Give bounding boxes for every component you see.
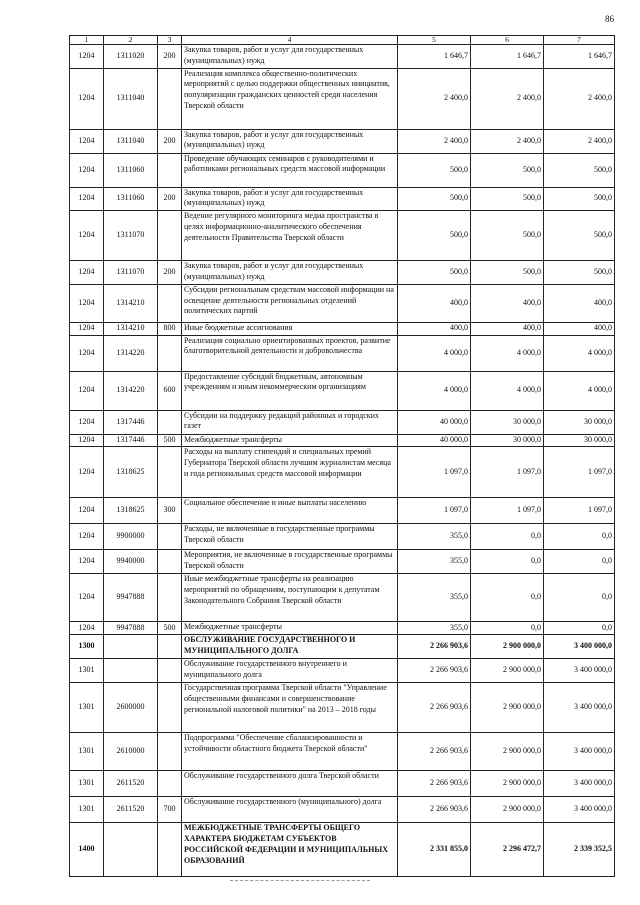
expense-type-cell: 600 (158, 371, 182, 410)
header-cell-2: 2 (104, 36, 158, 45)
item-name-cell: Ведение регулярного мониторинга медиа пространства в целях информационно-аналитического обеспечения деятельности Правительства Тверской области (182, 211, 398, 261)
target-code-cell: 1318625 (104, 498, 158, 524)
section-cell: 1301 (70, 797, 104, 823)
amount-year2-cell: 2 900 000,0 (471, 659, 544, 683)
amount-year3-cell: 500,0 (544, 261, 615, 285)
amount-year1-cell: 2 331 855,0 (398, 823, 471, 877)
amount-year1-cell: 500,0 (398, 187, 471, 211)
amount-year1-cell: 1 097,0 (398, 498, 471, 524)
target-code-cell: 1318625 (104, 447, 158, 498)
target-code-cell: 9940000 (104, 550, 158, 574)
item-name-cell: Мероприятия, не включенные в государственные программы Тверской области (182, 550, 398, 574)
expense-type-cell (158, 335, 182, 371)
item-name-cell: Проведение обучающих семинаров с руководителями и работниками региональных средств массовой информации (182, 153, 398, 187)
table-row (70, 371, 615, 410)
section-cell: 1204 (70, 153, 104, 187)
expense-type-cell (158, 153, 182, 187)
amount-year3-cell: 3 400 000,0 (544, 659, 615, 683)
section-cell: 1301 (70, 733, 104, 771)
amount-year1-cell: 4 000,0 (398, 371, 471, 410)
expense-type-cell (158, 771, 182, 797)
target-code-cell: 1311070 (104, 261, 158, 285)
section-cell: 1204 (70, 187, 104, 211)
target-code-cell: 1311020 (104, 45, 158, 69)
amount-year3-cell: 1 097,0 (544, 447, 615, 498)
target-code-cell: 9947888 (104, 574, 158, 622)
amount-year3-cell: 400,0 (544, 322, 615, 335)
amount-year3-cell: 0,0 (544, 574, 615, 622)
amount-year1-cell: 40 000,0 (398, 434, 471, 447)
table-row (70, 771, 615, 797)
header-cell-1: 1 (70, 36, 104, 45)
item-name-cell: Обслуживание государственного внутреннего и муниципального долга (182, 659, 398, 683)
expense-type-cell (158, 659, 182, 683)
item-name-cell: Иные бюджетные ассигнования (182, 322, 398, 335)
section-cell: 1204 (70, 498, 104, 524)
amount-year3-cell: 4 000,0 (544, 335, 615, 371)
amount-year1-cell: 355,0 (398, 550, 471, 574)
target-code-cell: 1311040 (104, 129, 158, 153)
amount-year1-cell: 400,0 (398, 284, 471, 322)
target-code-cell: 1314220 (104, 335, 158, 371)
item-name-cell: ОБСЛУЖИВАНИЕ ГОСУДАРСТВЕННОГО И МУНИЦИПАЛЬНОГО ДОЛГА (182, 635, 398, 659)
table-row (70, 284, 615, 322)
target-code-cell: 2611520 (104, 771, 158, 797)
amount-year2-cell: 30 000,0 (471, 434, 544, 447)
item-name-cell: Закупка товаров, работ и услуг для государственных (муниципальных) нужд (182, 187, 398, 211)
amount-year3-cell: 2 400,0 (544, 129, 615, 153)
section-cell: 1204 (70, 129, 104, 153)
amount-year2-cell: 400,0 (471, 322, 544, 335)
budget-table (69, 35, 615, 877)
item-name-cell: Межбюджетные трансферты (182, 434, 398, 447)
header-cell-3: 3 (158, 36, 182, 45)
expense-type-cell (158, 447, 182, 498)
amount-year1-cell: 1 646,7 (398, 45, 471, 69)
amount-year2-cell: 2 900 000,0 (471, 683, 544, 733)
table-row (70, 635, 615, 659)
item-name-cell: Межбюджетные трансферты (182, 622, 398, 635)
table-row (70, 498, 615, 524)
expense-type-cell: 500 (158, 434, 182, 447)
target-code-cell (104, 635, 158, 659)
amount-year1-cell: 2 266 903,6 (398, 635, 471, 659)
section-cell: 1204 (70, 410, 104, 434)
section-cell: 1204 (70, 622, 104, 635)
expense-type-cell (158, 823, 182, 877)
amount-year2-cell: 2 900 000,0 (471, 733, 544, 771)
table-row (70, 68, 615, 129)
amount-year3-cell: 400,0 (544, 284, 615, 322)
expense-type-cell (158, 683, 182, 733)
table-row (70, 434, 615, 447)
amount-year3-cell: 500,0 (544, 211, 615, 261)
section-cell: 1204 (70, 45, 104, 69)
table-row (70, 261, 615, 285)
section-cell: 1400 (70, 823, 104, 877)
section-cell: 1204 (70, 211, 104, 261)
target-code-cell: 2610000 (104, 733, 158, 771)
expense-type-cell: 200 (158, 45, 182, 69)
item-name-cell: Обслуживание государственного (муниципального) долга (182, 797, 398, 823)
amount-year1-cell: 2 266 903,6 (398, 733, 471, 771)
table-row (70, 129, 615, 153)
amount-year1-cell: 4 000,0 (398, 335, 471, 371)
amount-year2-cell: 1 097,0 (471, 447, 544, 498)
table-row (70, 410, 615, 434)
amount-year1-cell: 2 266 903,6 (398, 797, 471, 823)
item-name-cell: Обслуживание государственного долга Тверской области (182, 771, 398, 797)
item-name-cell: Иные межбюджетные трансферты на реализацию мероприятий по обращениям, поступающим к депутатам Законодательного Собрания Тверской области (182, 574, 398, 622)
target-code-cell: 1314220 (104, 371, 158, 410)
amount-year2-cell: 0,0 (471, 574, 544, 622)
amount-year2-cell: 400,0 (471, 284, 544, 322)
item-name-cell: Социальное обеспечение и иные выплаты населению (182, 498, 398, 524)
section-cell: 1301 (70, 771, 104, 797)
item-name-cell: Субсидии региональным средствам массовой информации на освещение деятельности региональных отделений политических партий (182, 284, 398, 322)
table-row (70, 211, 615, 261)
item-name-cell: Реализация комплекса общественно-политических мероприятий с целью поддержки общественных инициатив, популяризации гражданских ценностей среди населения Тверской области (182, 68, 398, 129)
table-row (70, 797, 615, 823)
header-cell-5: 5 (398, 36, 471, 45)
target-code-cell: 1311060 (104, 187, 158, 211)
amount-year1-cell: 2 266 903,6 (398, 771, 471, 797)
amount-year1-cell: 40 000,0 (398, 410, 471, 434)
target-code-cell (104, 659, 158, 683)
amount-year3-cell: 2 339 352,5 (544, 823, 615, 877)
section-cell: 1204 (70, 447, 104, 498)
amount-year3-cell: 0,0 (544, 622, 615, 635)
expense-type-cell: 700 (158, 797, 182, 823)
amount-year3-cell: 1 646,7 (544, 45, 615, 69)
target-code-cell (104, 823, 158, 877)
section-cell: 1204 (70, 335, 104, 371)
amount-year3-cell: 3 400 000,0 (544, 797, 615, 823)
amount-year1-cell: 500,0 (398, 153, 471, 187)
item-name-cell: Расходы на выплату стипендий и специальных премий Губернатора Тверской области лучшим журналистам месяца и года региональных средств массовой информации (182, 447, 398, 498)
section-cell: 1204 (70, 68, 104, 129)
section-cell: 1204 (70, 284, 104, 322)
expense-type-cell: 200 (158, 129, 182, 153)
expense-type-cell (158, 68, 182, 129)
table-row (70, 550, 615, 574)
table-row (70, 574, 615, 622)
amount-year1-cell: 1 097,0 (398, 447, 471, 498)
amount-year2-cell: 30 000,0 (471, 410, 544, 434)
amount-year2-cell: 500,0 (471, 187, 544, 211)
amount-year3-cell: 500,0 (544, 187, 615, 211)
item-name-cell: Закупка товаров, работ и услуг для государственных (муниципальных) нужд (182, 261, 398, 285)
amount-year3-cell: 0,0 (544, 550, 615, 574)
target-code-cell: 1311040 (104, 68, 158, 129)
section-cell: 1204 (70, 574, 104, 622)
table-row (70, 659, 615, 683)
amount-year2-cell: 0,0 (471, 550, 544, 574)
table-row (70, 733, 615, 771)
expense-type-cell (158, 733, 182, 771)
target-code-cell: 1317446 (104, 434, 158, 447)
amount-year3-cell: 4 000,0 (544, 371, 615, 410)
amount-year3-cell: 3 400 000,0 (544, 635, 615, 659)
amount-year2-cell: 0,0 (471, 622, 544, 635)
amount-year3-cell: 1 097,0 (544, 498, 615, 524)
target-code-cell: 1314210 (104, 322, 158, 335)
table-row (70, 683, 615, 733)
amount-year1-cell: 355,0 (398, 524, 471, 550)
amount-year1-cell: 355,0 (398, 622, 471, 635)
amount-year2-cell: 4 000,0 (471, 335, 544, 371)
section-cell: 1204 (70, 550, 104, 574)
amount-year1-cell: 500,0 (398, 211, 471, 261)
header-cell-7: 7 (544, 36, 615, 45)
table-row (70, 622, 615, 635)
amount-year2-cell: 2 400,0 (471, 129, 544, 153)
item-name-cell: Реализация социально ориентированных проектов, развитие благотворительной деятельности и добровольчества (182, 335, 398, 371)
amount-year2-cell: 0,0 (471, 524, 544, 550)
expense-type-cell (158, 550, 182, 574)
expense-type-cell (158, 284, 182, 322)
amount-year1-cell: 2 400,0 (398, 129, 471, 153)
amount-year2-cell: 2 296 472,7 (471, 823, 544, 877)
amount-year2-cell: 2 400,0 (471, 68, 544, 129)
table-row (70, 45, 615, 69)
section-cell: 1204 (70, 371, 104, 410)
target-code-cell: 1311060 (104, 153, 158, 187)
table-row (70, 823, 615, 877)
page-number: 86 (605, 14, 614, 24)
section-cell: 1204 (70, 524, 104, 550)
section-cell: 1204 (70, 261, 104, 285)
amount-year3-cell: 2 400,0 (544, 68, 615, 129)
table-row (70, 335, 615, 371)
header-cell-6: 6 (471, 36, 544, 45)
amount-year2-cell: 500,0 (471, 153, 544, 187)
amount-year3-cell: 0,0 (544, 524, 615, 550)
section-cell: 1300 (70, 635, 104, 659)
expense-type-cell (158, 524, 182, 550)
section-cell: 1204 (70, 322, 104, 335)
expense-type-cell: 200 (158, 261, 182, 285)
item-name-cell: Закупка товаров, работ и услуг для государственных (муниципальных) нужд (182, 129, 398, 153)
amount-year1-cell: 2 266 903,6 (398, 659, 471, 683)
item-name-cell: Закупка товаров, работ и услуг для государственных (муниципальных) нужд (182, 45, 398, 69)
header-row (70, 36, 615, 45)
expense-type-cell (158, 211, 182, 261)
item-name-cell: Государственная программа Тверской области "Управление общественными финансами и совершенствование региональной налоговой политики" на 2013 – 2018 годы (182, 683, 398, 733)
target-code-cell: 1311070 (104, 211, 158, 261)
item-name-cell: Субсидии на поддержку редакций районных и городских газет (182, 410, 398, 434)
expense-type-cell (158, 410, 182, 434)
table-row (70, 153, 615, 187)
target-code-cell: 2600000 (104, 683, 158, 733)
amount-year3-cell: 500,0 (544, 153, 615, 187)
amount-year1-cell: 355,0 (398, 574, 471, 622)
item-name-cell: Расходы, не включенные в государственные программы Тверской области (182, 524, 398, 550)
amount-year3-cell: 30 000,0 (544, 410, 615, 434)
amount-year2-cell: 2 900 000,0 (471, 635, 544, 659)
section-cell: 1301 (70, 683, 104, 733)
amount-year1-cell: 2 266 903,6 (398, 683, 471, 733)
expense-type-cell: 800 (158, 322, 182, 335)
target-code-cell: 1317446 (104, 410, 158, 434)
amount-year1-cell: 500,0 (398, 261, 471, 285)
expense-type-cell (158, 635, 182, 659)
amount-year2-cell: 1 646,7 (471, 45, 544, 69)
target-code-cell: 1314210 (104, 284, 158, 322)
expense-type-cell: 200 (158, 187, 182, 211)
amount-year3-cell: 30 000,0 (544, 434, 615, 447)
page-footer-mark (230, 880, 370, 883)
table-row (70, 187, 615, 211)
amount-year2-cell: 500,0 (471, 261, 544, 285)
amount-year3-cell: 3 400 000,0 (544, 771, 615, 797)
header-cell-4: 4 (182, 36, 398, 45)
item-name-cell: Подпрограмма "Обеспечение сбалансированности и устойчивости областного бюджета Тверской области" (182, 733, 398, 771)
section-cell: 1301 (70, 659, 104, 683)
amount-year2-cell: 1 097,0 (471, 498, 544, 524)
expense-type-cell: 300 (158, 498, 182, 524)
amount-year2-cell: 500,0 (471, 211, 544, 261)
amount-year1-cell: 400,0 (398, 322, 471, 335)
item-name-cell: Предоставление субсидий бюджетным, автономным учреждениям и иным некоммерческим организациям (182, 371, 398, 410)
item-name-cell: МЕЖБЮДЖЕТНЫЕ ТРАНСФЕРТЫ ОБЩЕГО ХАРАКТЕРА БЮДЖЕТАМ СУБЪЕКТОВ РОССИЙСКОЙ ФЕДЕРАЦИИ И МУНИЦИПАЛЬНЫХ ОБРАЗОВАНИЙ (182, 823, 398, 877)
expense-type-cell: 500 (158, 622, 182, 635)
amount-year1-cell: 2 400,0 (398, 68, 471, 129)
target-code-cell: 9900000 (104, 524, 158, 550)
table-row (70, 524, 615, 550)
amount-year2-cell: 2 900 000,0 (471, 771, 544, 797)
amount-year2-cell: 2 900 000,0 (471, 797, 544, 823)
amount-year3-cell: 3 400 000,0 (544, 683, 615, 733)
amount-year2-cell: 4 000,0 (471, 371, 544, 410)
expense-type-cell (158, 574, 182, 622)
table-row (70, 322, 615, 335)
section-cell: 1204 (70, 434, 104, 447)
amount-year3-cell: 3 400 000,0 (544, 733, 615, 771)
target-code-cell: 2611520 (104, 797, 158, 823)
target-code-cell: 9947888 (104, 622, 158, 635)
table-row (70, 447, 615, 498)
